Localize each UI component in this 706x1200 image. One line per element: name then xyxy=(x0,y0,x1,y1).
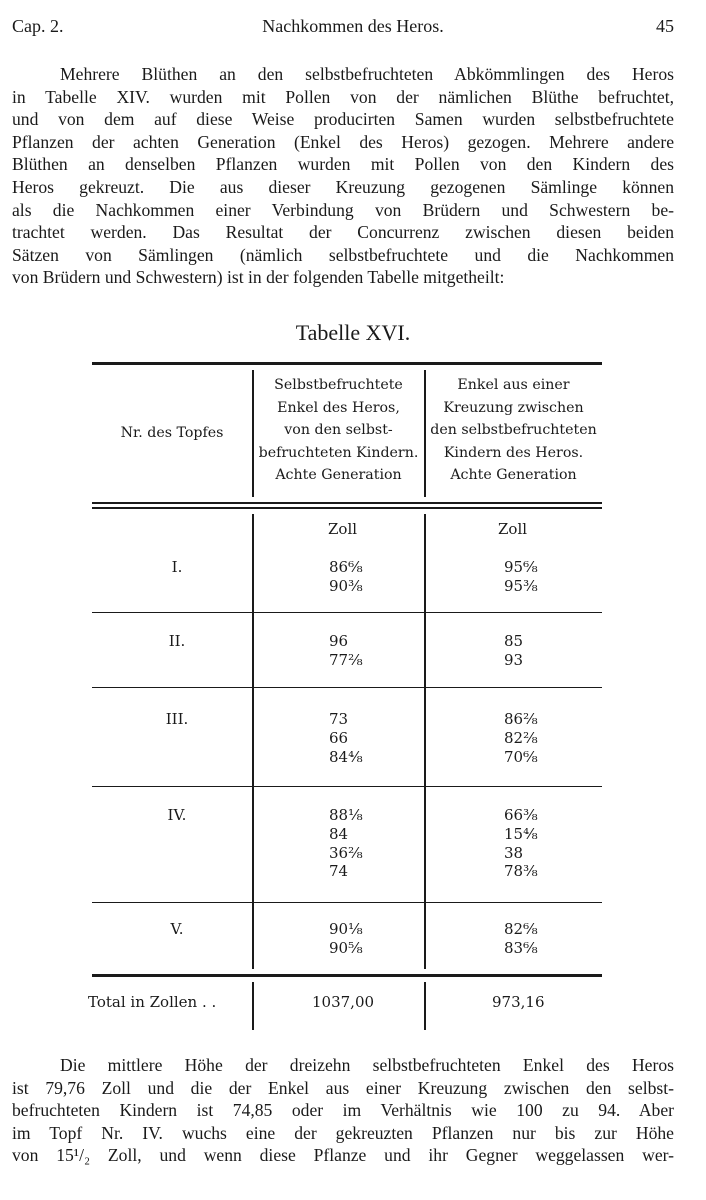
pot-label: V. xyxy=(170,920,184,938)
unit-cross: Zoll xyxy=(498,520,528,538)
running-title: Nachkommen des Heros. xyxy=(262,16,444,36)
page-number: 45 xyxy=(656,16,674,36)
text-line: im Topf Nr. IV. wuchs eine der gekreuzten Pflanzen nur bis zur Höhe xyxy=(12,1122,674,1143)
column-divider xyxy=(424,982,426,1030)
text-line: ist 79,76 Zoll und die der Enkel aus einer Kreuzung zwischen den selbst- xyxy=(12,1077,674,1098)
cross-values: 82⁶⁄₈ 83⁶⁄₈ xyxy=(504,920,538,957)
cross-values: 85 93 xyxy=(504,632,524,669)
data-table xyxy=(88,362,602,1032)
text-line: und von dem auf diese Weise producirten Samen wurden selbstbefruchtete xyxy=(12,109,674,130)
intro-paragraph xyxy=(12,63,674,289)
table-top-rule xyxy=(92,362,602,365)
pot-label: II. xyxy=(168,632,186,650)
pot-label: IV. xyxy=(167,806,187,824)
column-divider xyxy=(252,514,254,969)
self-values: 96 77²⁄₈ xyxy=(329,632,363,669)
self-values: 86⁶⁄₈ 90³⁄₈ xyxy=(329,558,363,595)
cross-values: 66³⁄₈ 15⁴⁄₈ 38 78³⁄₈ xyxy=(504,806,538,881)
table-total-rule xyxy=(92,974,602,977)
cross-values: 95⁶⁄₈ 95³⁄₈ xyxy=(504,558,538,595)
header-self-fertilised: Selbstbefruchtete Enkel des Heros, von den selbst- befruchteten Kindern. Achte Generation xyxy=(258,377,419,483)
running-head xyxy=(12,16,674,42)
self-values: 90¹⁄₈ 90⁵⁄₈ xyxy=(329,920,363,957)
row-separator xyxy=(92,902,602,903)
total-label: Total in Zollen . . xyxy=(88,993,217,1011)
header-pot: Nr. des Topfes xyxy=(120,425,224,441)
row-separator xyxy=(92,612,602,613)
row-separator xyxy=(92,687,602,688)
self-values: 88¹⁄₈ 84 36²⁄₈ 74 xyxy=(329,806,363,881)
text-line: von 15¹/₂ Zoll, und wenn diese Pflanze und ihr Gegner weggelassen wer- xyxy=(12,1145,674,1166)
text-line: Mehrere Blüthen an den selbstbefruchteten Abkömmlingen des Heros xyxy=(60,64,674,84)
text-line: befruchteten Kindern ist 74,85 oder im Verhältnis wie 100 zu 94. Aber xyxy=(12,1100,674,1121)
unit-self: Zoll xyxy=(328,520,358,538)
text-line: Sätzen von Sämlingen (nämlich selbstbefruchtete und die Nachkommen xyxy=(12,244,674,265)
chapter-label: Cap. 2. xyxy=(12,16,64,36)
table-title: Tabelle XVI. xyxy=(295,320,411,345)
total-cross: 973,16 xyxy=(492,993,545,1011)
text-line: als die Nachkommen einer Verbindung von Brüdern und Schwestern be- xyxy=(12,199,674,220)
text-line: in Tabelle XIV. wurden mit Pollen von der nämlichen Blüthe befruchtet, xyxy=(12,86,674,107)
text-line: von Brüdern und Schwestern) ist in der folgenden Tabelle mitgetheilt: xyxy=(12,267,505,288)
text-line: Die mittlere Höhe der dreizehn selbstbefruchteten Enkel des Heros xyxy=(60,1055,674,1075)
table-header-rule xyxy=(92,502,602,504)
cross-values: 86²⁄₈ 82²⁄₈ 70⁶⁄₈ xyxy=(504,710,538,766)
self-values: 73 66 84⁴⁄₈ xyxy=(329,710,363,766)
text-line: trachtet werden. Das Resultat der Concurrenz zwischen diesen beiden xyxy=(12,222,674,243)
total-self: 1037,00 xyxy=(312,993,375,1011)
column-divider xyxy=(424,514,426,969)
header-crossed: Enkel aus einer Kreuzung zwischen den selbstbefruchteten Kindern des Heros. Achte Generation xyxy=(430,377,597,483)
text-line: Blüthen an denselben Pflanzen wurden mit Pollen von den Kindern des xyxy=(12,154,674,175)
column-divider xyxy=(252,982,254,1030)
text-line: Heros gekreuzt. Die aus dieser Kreuzung gezogenen Sämlinge können xyxy=(12,176,674,197)
pot-label: I. xyxy=(171,558,183,576)
closing-paragraph xyxy=(12,1054,674,1167)
text-line: Pflanzen der achten Generation (Enkel des Heros) gezogen. Mehrere andere xyxy=(12,131,674,152)
pot-label: III. xyxy=(165,710,189,728)
table-header-rule xyxy=(92,507,602,509)
row-separator xyxy=(92,786,602,787)
